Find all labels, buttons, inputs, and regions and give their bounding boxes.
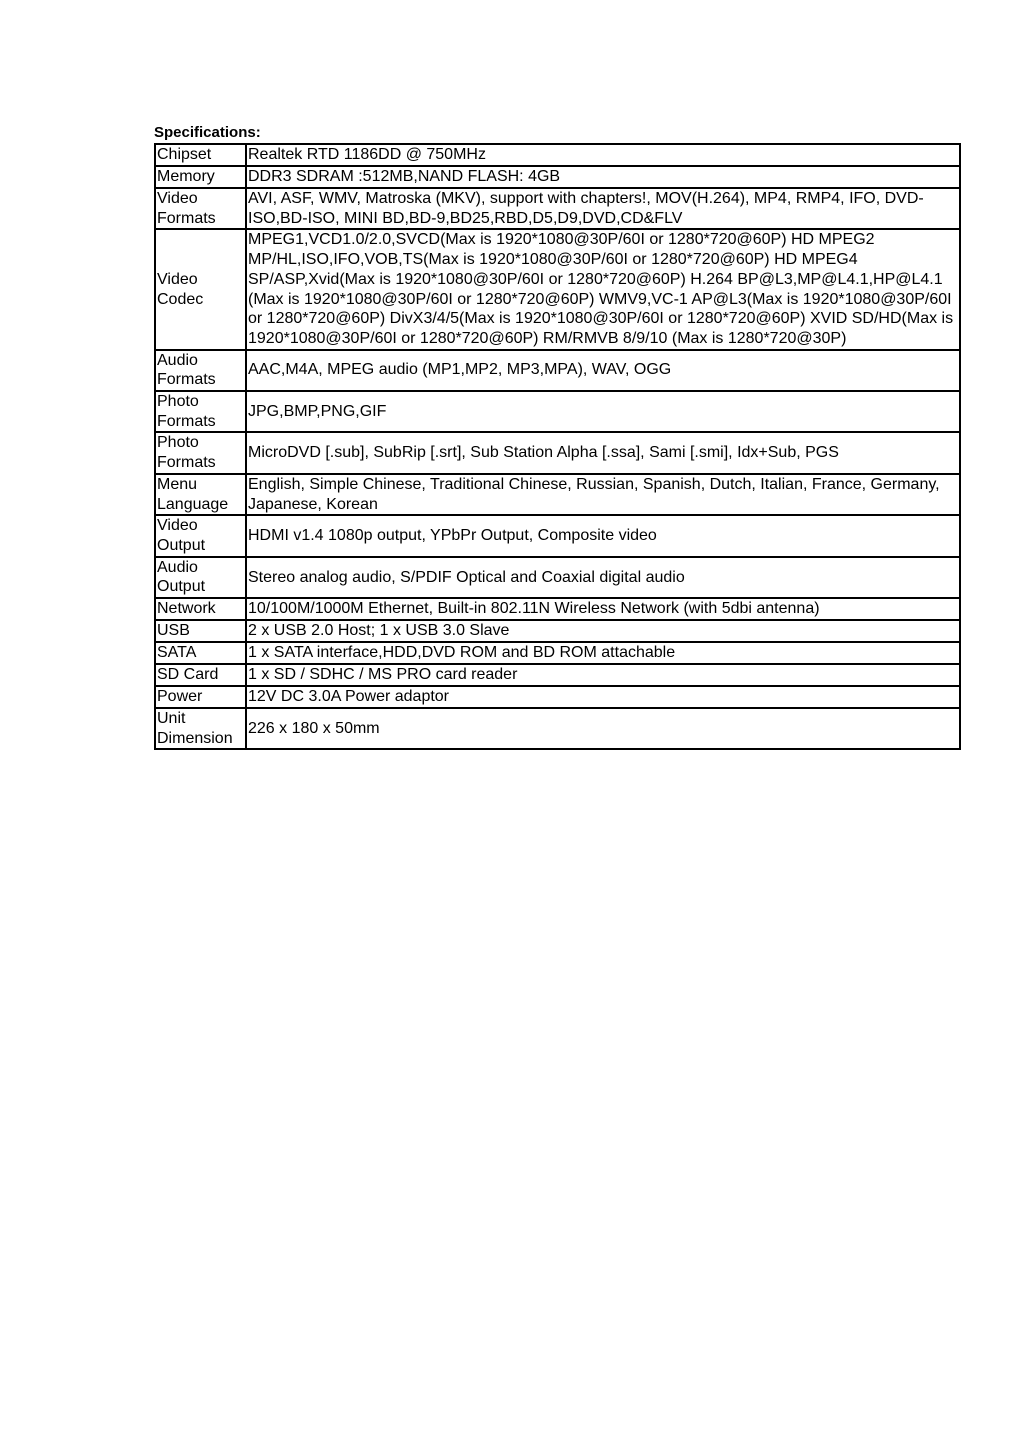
spec-key: Video Codec [155,229,246,349]
spec-value: 1 x SATA interface,HDD,DVD ROM and BD ROM attachable [246,642,960,664]
table-row [155,708,960,749]
spec-value: Stereo analog audio, S/PDIF Optical and Coaxial digital audio [246,557,960,598]
table-row [155,391,960,432]
spec-key: Menu Language [155,474,246,515]
spec-value: HDMI v1.4 1080p output, YPbPr Output, Composite video [246,515,960,556]
spec-key: Audio Formats [155,350,246,391]
table-row [155,598,960,620]
spec-value: 10/100M/1000M Ethernet, Built-in 802.11N Wireless Network (with 5dbi antenna) [246,598,960,620]
spec-value: JPG,BMP,PNG,GIF [246,391,960,432]
table-row [155,515,960,556]
spec-key: Power [155,686,246,708]
spec-value: DDR3 SDRAM :512MB,NAND FLASH: 4GB [246,166,960,188]
table-row [155,432,960,473]
specifications-table [154,143,961,750]
table-row [155,686,960,708]
spec-value: AVI, ASF, WMV, Matroska (MKV), support with chapters!, MOV(H.264), MP4, RMP4, IFO, DVD-ISO,BD-ISO, MINI BD,BD-9,BD25,RBD,D5,D9,DVD,CD&FLV [246,188,960,229]
spec-value: AAC,M4A, MPEG audio (MP1,MP2, MP3,MPA), WAV, OGG [246,350,960,391]
table-row [155,166,960,188]
table-row [155,144,960,166]
table-row [155,188,960,229]
spec-key: Photo Formats [155,391,246,432]
table-row [155,664,960,686]
spec-key: SD Card [155,664,246,686]
spec-value: 2 x USB 2.0 Host; 1 x USB 3.0 Slave [246,620,960,642]
spec-value: 1 x SD / SDHC / MS PRO card reader [246,664,960,686]
spec-value: English, Simple Chinese, Traditional Chinese, Russian, Spanish, Dutch, Italian, France, Germany, Japanese, Korean [246,474,960,515]
spec-key: Unit Dimension [155,708,246,749]
spec-value: MPEG1,VCD1.0/2.0,SVCD(Max is 1920*1080@30P/60I or 1280*720@60P) HD MPEG2 MP/HL,ISO,IFO,VOB,TS(Max is 1920*1080@30P/60I or 1280*720@60P) HD MPEG4 SP/ASP,Xvid(Max is 1920*1080@30P/60I or 1280*720@60P) H.264 BP@L3,MP@L4.1,HP@L4.1 (Max is 1920*1080@30P/60I or 1280*720@60P) WMV9,VC-1 AP@L3(Max is 1920*1080@30P/60I or 1280*720@60P) DivX3/4/5(Max is 1920*1080@30P/60I or 1280*720@60P) XVID SD/HD(Max is 1920*1080@30P/60I or 1280*720@60P) RM/RMVB 8/9/10 (Max is 1280*720@30P) [246,229,960,349]
table-row [155,620,960,642]
table-row [155,642,960,664]
specifications-heading: Specifications: [154,124,261,141]
table-row [155,350,960,391]
spec-key: Audio Output [155,557,246,598]
table-row [155,557,960,598]
specification-page [154,124,961,750]
spec-value: 226 x 180 x 50mm [246,708,960,749]
spec-key: Photo Formats [155,432,246,473]
spec-value: Realtek RTD 1186DD @ 750MHz [246,144,960,166]
spec-key: Memory [155,166,246,188]
spec-key: Video Formats [155,188,246,229]
spec-value: MicroDVD [.sub], SubRip [.srt], Sub Station Alpha [.ssa], Sami [.smi], Idx+Sub, PGS [246,432,960,473]
spec-key: Network [155,598,246,620]
spec-key: Chipset [155,144,246,166]
spec-key: Video Output [155,515,246,556]
spec-key: USB [155,620,246,642]
spec-value: 12V DC 3.0A Power adaptor [246,686,960,708]
spec-key: SATA [155,642,246,664]
table-row [155,229,960,349]
table-row [155,474,960,515]
